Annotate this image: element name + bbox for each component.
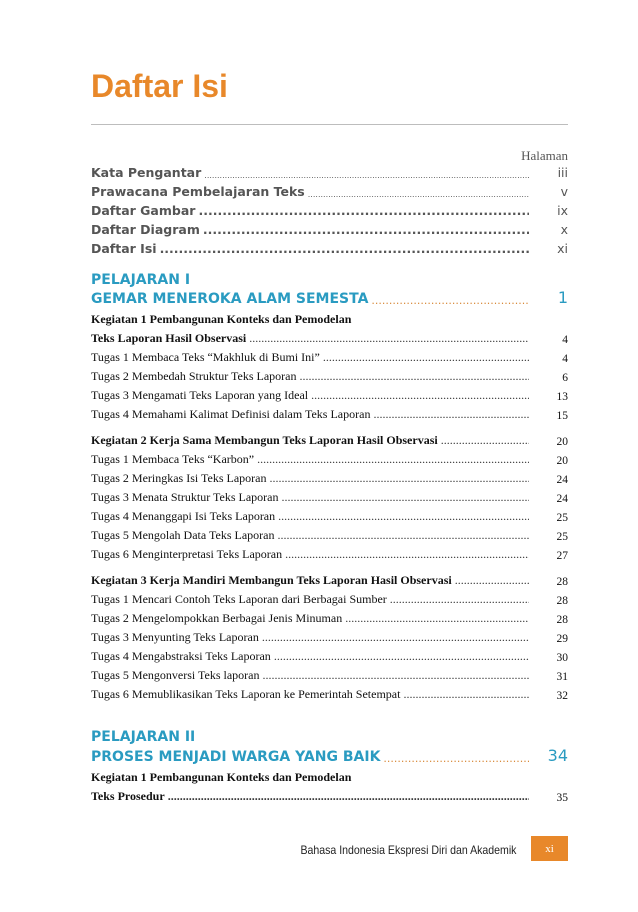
toc-entry[interactable] — [91, 573, 568, 588]
title-divider — [91, 124, 568, 125]
toc-entry-page: 28 — [556, 576, 568, 588]
leader-dots — [441, 433, 529, 448]
leader-dots — [160, 241, 529, 256]
toc-entry[interactable] — [91, 222, 568, 237]
toc-entry[interactable] — [91, 184, 568, 199]
toc-entry-page: 28 — [556, 595, 568, 607]
leader-dots — [262, 630, 529, 645]
leader-dots — [274, 649, 529, 664]
leader-dots — [403, 687, 529, 702]
lesson-page: 34 — [547, 746, 568, 765]
toc-entry-label: Tugas 6 Menginterpretasi Teks Laporan — [91, 547, 283, 561]
leader-dots — [345, 611, 529, 626]
lesson-title: GEMAR MENEROKA ALAM SEMESTA — [91, 291, 369, 307]
activity-label: Kegiatan 1 Pembangunan Konteks dan Pemodelan — [91, 312, 352, 326]
toc-entry[interactable] — [91, 407, 568, 422]
leader-dots — [168, 789, 529, 804]
toc-entry-page: 35 — [556, 792, 568, 804]
toc-entry[interactable] — [91, 241, 568, 256]
lesson-entry[interactable] — [91, 288, 568, 307]
toc-entry-page: 31 — [556, 671, 568, 683]
toc-entry-label: Tugas 2 Membedah Struktur Teks Laporan — [91, 369, 297, 383]
toc-entry-page: ix — [557, 203, 568, 218]
toc-entry-label: Tugas 5 Mengonversi Teks laporan — [91, 668, 260, 682]
toc-entry[interactable] — [91, 687, 568, 702]
leader-dots — [299, 369, 529, 384]
leader-dots — [269, 471, 529, 486]
toc-entry-label: Tugas 4 Menanggapi Isi Teks Laporan — [91, 509, 276, 523]
leader-dots — [371, 294, 529, 307]
lesson-label: PELAJARAN II — [91, 729, 196, 745]
toc-entry[interactable] — [91, 471, 568, 486]
footer-book-title: Bahasa Indonesia Ekspresi Diri dan Akademik — [299, 843, 516, 857]
toc-entry-label: Tugas 4 Mengabstraksi Teks Laporan — [91, 649, 271, 663]
toc-entry[interactable] — [91, 331, 568, 346]
toc-entry[interactable] — [91, 509, 568, 524]
leader-dots — [198, 203, 529, 218]
toc-entry[interactable] — [91, 433, 568, 448]
toc-entry-page: v — [560, 184, 568, 199]
toc-entry[interactable] — [91, 547, 568, 562]
toc-entry[interactable] — [91, 592, 568, 607]
toc-entry-page: 15 — [556, 410, 568, 422]
leader-dots — [262, 668, 529, 683]
toc-entry[interactable] — [91, 611, 568, 626]
toc-entry-label: Tugas 1 Mencari Contoh Teks Laporan dari Berbagai Sumber — [91, 592, 387, 606]
activity-label: Kegiatan 1 Pembangunan Konteks dan Pemodelan — [91, 770, 352, 784]
toc-entry-page: 28 — [556, 614, 568, 626]
toc-entry-label: Teks Laporan Hasil Observasi — [91, 331, 247, 345]
lesson-page: 1 — [557, 288, 568, 307]
leader-dots — [277, 528, 529, 543]
toc-entry-page: 25 — [556, 531, 568, 543]
toc-entry-page: 20 — [556, 455, 568, 467]
leader-dots — [257, 452, 529, 467]
toc-entry-page: 32 — [556, 690, 568, 702]
leader-dots — [373, 407, 529, 422]
toc-entry-label: Tugas 4 Memahami Kalimat Definisi dalam Teks Laporan — [91, 407, 371, 421]
toc-entry-label: Prawacana Pembelajaran Teks — [91, 184, 305, 199]
toc-entry[interactable] — [91, 452, 568, 467]
toc-entry-label: Tugas 3 Menata Struktur Teks Laporan — [91, 490, 279, 504]
toc-entry-label: Tugas 1 Membaca Teks “Makhluk di Bumi Ini” — [91, 350, 320, 364]
toc-entry[interactable] — [91, 165, 568, 180]
toc-entry-page: iii — [557, 165, 568, 180]
page-title: Daftar Isi — [91, 68, 228, 104]
toc-entry[interactable] — [91, 203, 568, 218]
activity-heading — [91, 312, 568, 327]
toc-entry[interactable] — [91, 350, 568, 365]
leader-dots — [204, 171, 529, 180]
toc-entry-label: Teks Prosedur — [91, 789, 165, 803]
toc-entry-page: xi — [557, 241, 568, 256]
toc-entry-page: 6 — [562, 372, 568, 384]
toc-entry[interactable] — [91, 789, 568, 804]
leader-dots — [249, 331, 529, 346]
toc-entry-page: 13 — [556, 391, 568, 403]
halaman-label: Halaman — [521, 148, 568, 163]
toc-entry-label: Tugas 5 Mengolah Data Teks Laporan — [91, 528, 275, 542]
footer-page-number: xi — [531, 836, 568, 861]
toc-entry-page: 27 — [556, 550, 568, 562]
toc-entry-label: Kata Pengantar — [91, 165, 202, 180]
lesson-title: PROSES MENJADI WARGA YANG BAIK — [91, 749, 381, 765]
toc-entry-page: 25 — [556, 512, 568, 524]
toc-entry-page: 20 — [556, 436, 568, 448]
toc-entry-label: Daftar Gambar — [91, 203, 196, 218]
toc-entry-page: 30 — [556, 652, 568, 664]
toc-entry-page: 29 — [556, 633, 568, 645]
toc-entry[interactable] — [91, 528, 568, 543]
toc-entry-page: 24 — [556, 493, 568, 505]
lesson-label: PELAJARAN I — [91, 272, 191, 288]
lesson-entry[interactable] — [91, 746, 568, 765]
toc-entry-label: Tugas 6 Memublikasikan Teks Laporan ke Pemerintah Setempat — [91, 687, 401, 701]
toc-entry-page: 4 — [562, 334, 568, 346]
leader-dots — [281, 490, 529, 505]
toc-entry-page: x — [560, 222, 568, 237]
activity-heading — [91, 770, 568, 785]
toc-entry-page: 4 — [562, 353, 568, 365]
toc-entry[interactable] — [91, 369, 568, 384]
toc-entry-label: Daftar Isi — [91, 241, 157, 256]
leader-dots — [311, 388, 529, 403]
toc-entry[interactable] — [91, 490, 568, 505]
toc-entry[interactable] — [91, 630, 568, 645]
leader-dots — [203, 222, 529, 237]
leader-dots — [455, 573, 529, 588]
toc-entry-label: Tugas 2 Mengelompokkan Berbagai Jenis Minuman — [91, 611, 343, 625]
leader-dots — [323, 350, 529, 365]
leader-dots — [285, 547, 529, 562]
toc-entry-label: Tugas 2 Meringkas Isi Teks Laporan — [91, 471, 267, 485]
toc-entry-label: Tugas 3 Menyunting Teks Laporan — [91, 630, 259, 644]
toc-entry-label: Kegiatan 2 Kerja Sama Membangun Teks Laporan Hasil Observasi — [91, 433, 438, 447]
toc-entry-label: Daftar Diagram — [91, 222, 200, 237]
leader-dots — [308, 190, 529, 199]
toc-entry[interactable] — [91, 649, 568, 664]
leader-dots — [383, 752, 529, 765]
toc-entry-page: 24 — [556, 474, 568, 486]
leader-dots — [390, 592, 529, 607]
leader-dots — [278, 509, 529, 524]
toc-entry-label: Kegiatan 3 Kerja Mandiri Membangun Teks Laporan Hasil Observasi — [91, 573, 452, 587]
toc-entry[interactable] — [91, 668, 568, 683]
toc-entry[interactable] — [91, 388, 568, 403]
toc-entry-label: Tugas 1 Membaca Teks “Karbon” — [91, 452, 255, 466]
toc-entry-label: Tugas 3 Mengamati Teks Laporan yang Ideal — [91, 388, 309, 402]
